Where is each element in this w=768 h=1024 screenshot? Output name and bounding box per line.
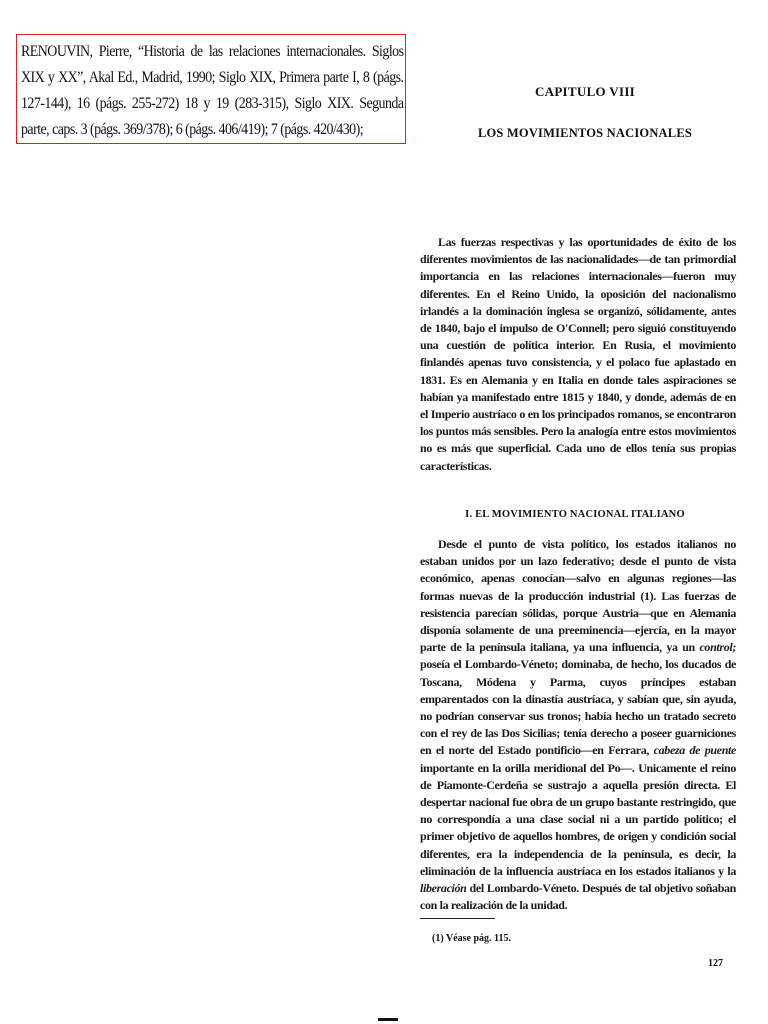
section-text-part-1: Desde el punto de vista político, los estados italianos no estaban unidos por un lazo federativo; desde el punto de vista económico, apenas conocían—salvo en algunas regiones—las formas nuevas de la producción industrial (1). Las fuerzas de resistencia parecían sólidas, porque Austria—que en Alemania disponía solamente de una preeminencia—ejercía, en la mayor parte de la península italiana, ya una influencia, ya un <box>420 537 736 655</box>
italic-liberacion: liberación <box>420 881 467 896</box>
bottom-mark <box>378 1018 398 1021</box>
section-body <box>420 536 736 914</box>
footnote: (1) Véase pág. 115. <box>432 933 511 944</box>
chapter-title: LOS MOVIMIENTOS NACIONALES <box>477 126 693 140</box>
section-heading: I. EL MOVIMIENTO NACIONAL ITALIANO <box>465 509 685 520</box>
citation-text: RENOUVIN, Pierre, “Historia de las relaciones internacionales. Siglos XIX y XX”, Akal Ed., Madrid, 1990; Siglo XIX, Primera parte I, 8 (págs. 127-144), 16 (págs. 255-272) 18 y 19 (283-315), Siglo XIX. Segunda parte, caps. 3 (págs. 369/378); 6 (págs. 406/419); 7 (págs. 420/430); <box>21 43 404 138</box>
italic-cabeza-de-puente: cabeza de puente <box>653 743 736 758</box>
section-text-part-2: poseía el Lombardo-Véneto; dominaba, de hecho, los ducados de Toscana, Módena y Parma, cuyos príncipes estaban emparentados con la dinastía austríaca, y sabían que, sin ayuda, no podrían conservar sus tronos; había hecho un tratado secreto con el rey de las Dos Sicilias; tenía derecho a poseer guarniciones en el norte del Estado pontificio—en Ferrara, <box>420 657 736 758</box>
section-paragraph <box>420 536 736 914</box>
footnote-rule <box>420 918 495 919</box>
intro-block <box>420 234 736 475</box>
citation-box <box>16 34 406 144</box>
section-text-part-3: importante en la orilla meridional del Po—. Unicamente el reino de Piamonte-Cerdeña se sustrajo a aquella presión directa. El despertar nacional fue obra de un grupo bastante restringido, que no correspondía a una clase social ni a un partido político; el primer objetivo de aquellos hombres, de origen y condición social diferentes, era la independencia de la península, es decir, la eliminación de la influencia austríaca en los estados italianos y la <box>420 760 736 878</box>
page-number: 127 <box>708 958 723 969</box>
italic-control: control; <box>699 640 736 655</box>
intro-paragraph: Las fuerzas respectivas y las oportunidades de éxito de los diferentes movimientos de las nacionalidades—de tan primordial importancia en las relaciones internacionales—fueron muy diferentes. En el Reino Unido, la oposición del nacionalismo irlandés a la dominación inglesa se organizó, sólidamente, antes de 1840, bajo el impulso de O'Connell; pero siguió constituyendo una cuestión de política interior. En Rusia, el movimiento finlandés apenas tuvo consistencia, y el polaco fue aplastado en 1831. Es en Alemania y en Italia en donde tales aspiraciones se habían ya manifestado entre 1815 y 1840, y donde, además de en el Imperio austríaco o en los principados romanos, se encontraron los puntos más sensibles. Pero la analogía entre estos movimientos no es más que superficial. Cada uno de ellos tenía sus propias características. <box>420 235 736 473</box>
section-text-part-4: del Lombardo-Véneto. Después de tal objetivo soñaban con la realización de la unidad. <box>420 881 736 913</box>
chapter-number: CAPITULO VIII <box>534 84 636 99</box>
